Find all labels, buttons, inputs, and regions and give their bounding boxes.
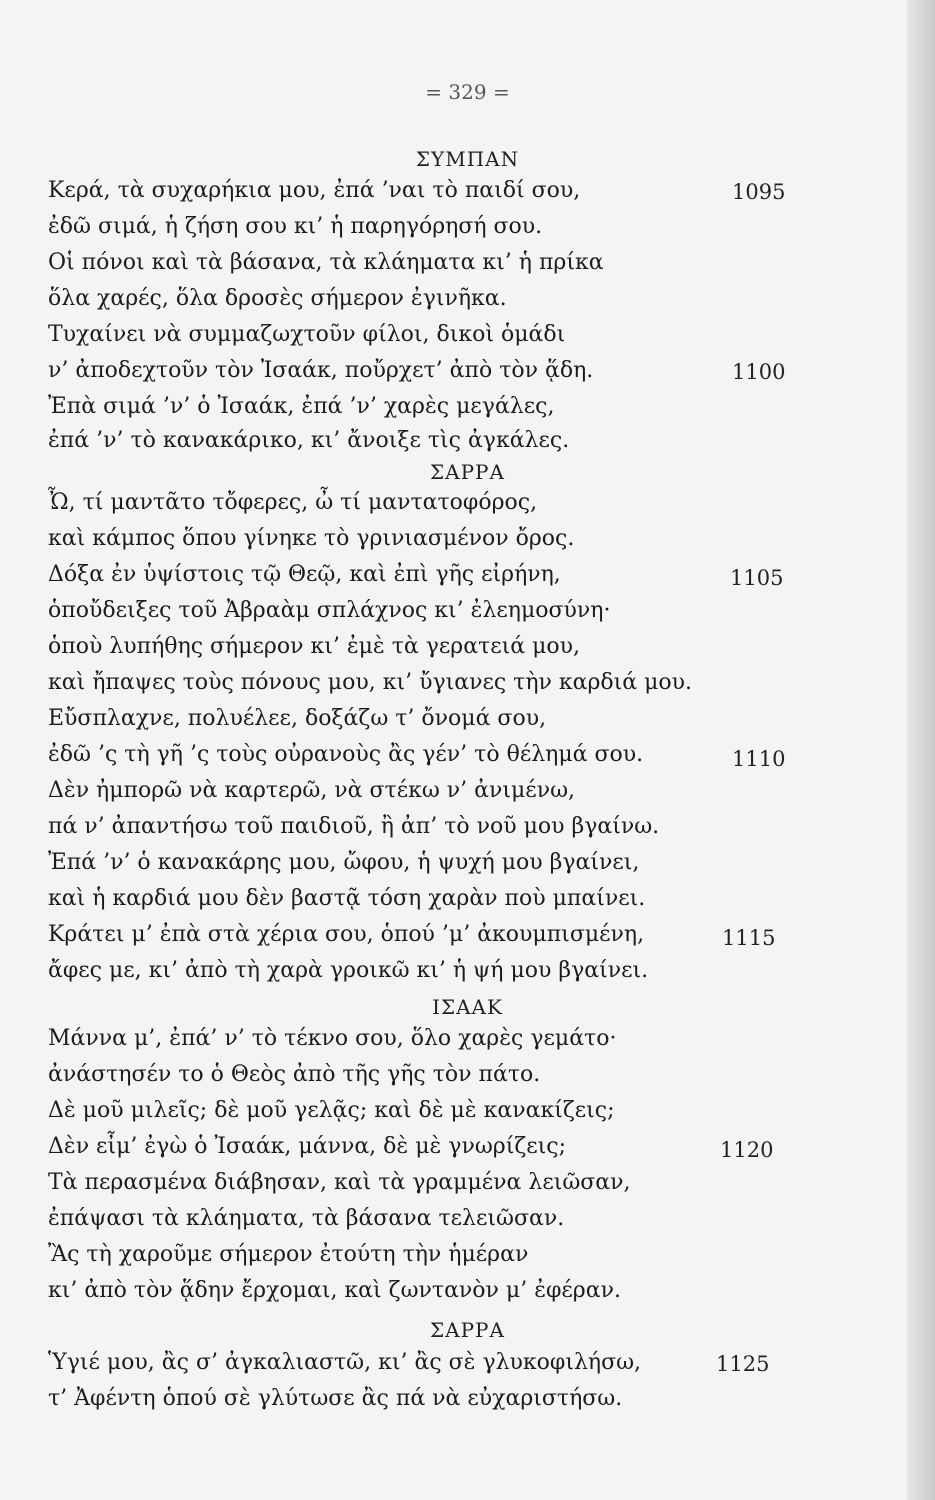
verse-line: ν’ ἀποδεχτοῦν τὸν Ἰσαάκ, ποὔρχετ’ ἀπὸ τὸν ᾅδη.: [48, 358, 594, 383]
verse-line: Τὰ περασμένα διάβησαν, καὶ τὰ γραμμένα λειῶσαν,: [48, 1170, 631, 1195]
line-number: 1105: [730, 566, 784, 590]
verse-line: καὶ κάμπος ὅπου γίνηκε τὸ γρινιασμένον ὄρος.: [48, 526, 575, 551]
speaker-heading: ΙΣΑΑΚ: [432, 995, 503, 1019]
speaker-heading: ΣΑΡΡΑ: [430, 460, 505, 484]
verse-line: Ἐπὰ σιμά ’ν’ ὁ Ἰσαάκ, ἐπά ’ν’ χαρὲς μεγάλες,: [48, 394, 555, 419]
verse-line: κι’ ἀπὸ τὸν ᾅδην ἔρχομαι, καὶ ζωντανὸν μ’ ἐφέραν.: [48, 1278, 621, 1303]
verse-line: ἐδῶ ’ς τὴ γῆ ’ς τοὺς οὐρανοὺς ἂς γέν’ τὸ θέλημά σου.: [48, 742, 644, 767]
verse-line: Ὑγιέ μου, ἂς σ’ ἀγκαλιαστῶ, κι’ ἂς σὲ γλυκοφιλήσω,: [48, 1350, 642, 1375]
verse-line: ὁποὔδειξες τοῦ Ἀβραὰμ σπλάχνος κι’ ἐλεημοσύνη·: [48, 598, 611, 623]
verse-line: ἐδῶ σιμά, ἡ ζήση σου κι’ ἡ παρηγόρησή σου.: [48, 214, 543, 239]
verse-line: τ’ Ἀφέντη ὁπού σὲ γλύτωσε ἂς πά νὰ εὐχαριστήσω.: [48, 1386, 623, 1411]
page-edge: [907, 0, 935, 1500]
verse-line: Εὔσπλαχνε, πολυέλεε, δοξάζω τ’ ὄνομά σου,: [48, 706, 547, 731]
verse-line: ἐπά ’ν’ τὸ κανακάρικο, κι’ ἄνοιξε τὶς ἀγκάλες.: [48, 428, 570, 453]
line-number: 1100: [732, 360, 786, 384]
verse-line: ἐπάψασι τὰ κλάηματα, τὰ βάσανα τελειῶσαν.: [48, 1206, 565, 1231]
line-number: 1095: [732, 180, 786, 204]
verse-line: ὁποὺ λυπήθης σήμερον κι’ ἐμὲ τὰ γερατειά μου,: [48, 634, 581, 659]
verse-line: πά ν’ ἀπαντήσω τοῦ παιδιοῦ, ἢ ἀπ’ τὸ νοῦ μου βγαίνω.: [48, 814, 660, 839]
verse-line: Δόξα ἐν ὑψίστοις τῷ Θεῷ, καὶ ἐπὶ γῆς εἰρήνη,: [48, 562, 561, 587]
verse-line: καὶ ἤπαψες τοὺς πόνους μου, κι’ ὔγιανες τὴν καρδιά μου.: [48, 670, 693, 695]
verse-line: ἄφες με, κι’ ἀπὸ τὴ χαρὰ γροικῶ κι’ ἡ ψή μου βγαίνει.: [48, 958, 649, 983]
verse-line: Ἂς τὴ χαροῦμε σήμερον ἐτούτη τὴν ἡμέραν: [48, 1242, 529, 1267]
line-number: 1120: [720, 1138, 774, 1162]
verse-line: ὅλα χαρές, ὅλα δροσὲς σήμερον ἐγινῆκα.: [48, 286, 507, 311]
line-number: 1110: [732, 747, 786, 771]
verse-line: Δὲ μοῦ μιλεῖς; δὲ μοῦ γελᾷς; καὶ δὲ μὲ κανακίζεις;: [48, 1098, 615, 1123]
verse-line: Μάννα μ’, ἐπά’ ν’ τὸ τέκνο σου, ὅλο χαρὲς γεμάτο·: [48, 1026, 617, 1051]
verse-line: καὶ ἡ καρδιά μου δὲν βαστᾷ τόση χαρὰν ποὺ μπαίνει.: [48, 886, 646, 911]
verse-line: Δὲν εἶμ’ ἐγὼ ὁ Ἰσαάκ, μάννα, δὲ μὲ γνωρίζεις;: [48, 1134, 567, 1159]
verse-line: ἀνάστησέν το ὁ Θεὸς ἀπὸ τῆς γῆς τὸν πάτο.: [48, 1062, 541, 1087]
verse-line: Οἱ πόνοι καὶ τὰ βάσανα, τὰ κλάηματα κι’ ἡ πρίκα: [48, 250, 604, 275]
verse-line: Κερά, τὰ συχαρήκια μου, ἐπά ’ναι τὸ παιδί σου,: [48, 178, 581, 203]
line-number: 1125: [716, 1352, 770, 1376]
page-number: = 329 =: [425, 80, 510, 104]
verse-line: Κράτει μ’ ἐπὰ στὰ χέρια σου, ὁπού ’μ’ ἀκουμπισμένη,: [48, 922, 645, 947]
line-number: 1115: [722, 926, 776, 950]
verse-line: Ἐπά ’ν’ ὁ κανακάρης μου, ὤφου, ἡ ψυχή μου βγαίνει,: [48, 850, 640, 875]
verse-line: Ὦ, τί μαντᾶτο τὄφερες, ὦ τί μαντατοφόρος,: [48, 490, 538, 515]
verse-line: Δὲν ἠμπορῶ νὰ καρτερῶ, νὰ στέκω ν’ ἀνιμένω,: [48, 778, 576, 803]
verse-line: Τυχαίνει νὰ συμμαζωχτοῦν φίλοι, δικοὶ ὁμάδι: [48, 322, 566, 347]
speaker-heading: ΣΑΡΡΑ: [430, 1318, 505, 1342]
speaker-heading: ΣΥΜΠΑΝ: [415, 147, 520, 171]
